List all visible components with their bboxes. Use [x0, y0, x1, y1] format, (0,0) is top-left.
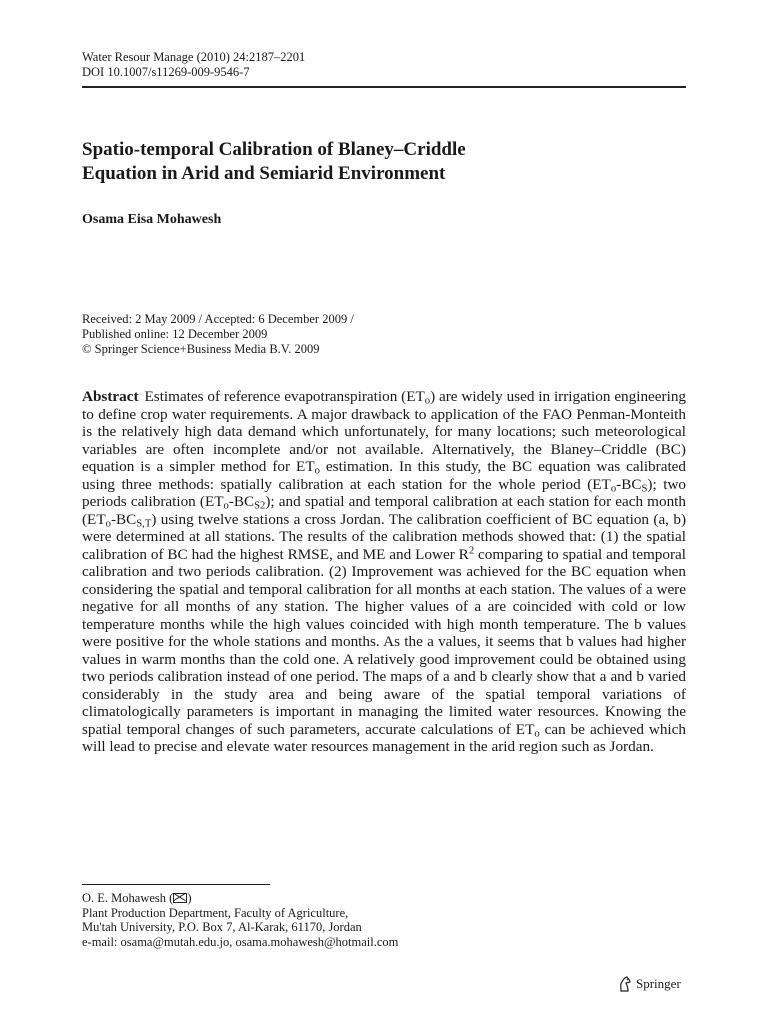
affiliation-line-2: Mu'tah University, P.O. Box 7, Al-Karak, 61170, Jordan [82, 920, 362, 935]
title-line-1: Spatio-temporal Calibration of Blaney–Criddle [82, 139, 466, 160]
abstract-text: -BC [616, 475, 642, 493]
abstract-text: Estimates of reference evapotranspiration (ET [144, 388, 425, 405]
abstract-text: estimation. In this study, the BC equation was calibrated using three methods: spatially calibration at each station for the whole period (ET [82, 458, 686, 493]
publication-dates [82, 312, 354, 358]
title-line-2: Equation in Arid and Semiarid Environment [82, 163, 446, 184]
subscript: o [534, 728, 540, 740]
email-line[interactable]: e-mail: osama@mutah.edu.jo, osama.mohawesh@hotmail.com [82, 934, 399, 949]
subscript: o [314, 465, 320, 477]
affiliation-line-1: Plant Production Department, Faculty of Agriculture, [82, 905, 349, 920]
publisher-name: Springer [636, 976, 681, 991]
subscript: o [610, 483, 617, 495]
abstract-text: -BC [110, 510, 137, 528]
envelope-icon [173, 893, 187, 903]
abstract-text: comparing to spatial and temporal calibration and two periods calibration. (2) Improvement was achieved for the BC equation when considering the spatial and temporal calibration for all months at each station. The values of a were negative for all months of any station. The higher values of a are coincided with cold or low temperature months while the high values coincided with high month temperature. The b values were positive for the whole stations and months. As the a values, it seems that b values had higher values in warm months than the cold one. A relatively good improvement could be obtained using two periods calibration instead of one period. The maps of a and b clearly show that a and b varied considerably in the study area and being aware of the spatial temporal variations of climatologically parameters is important in managing the limited water resources. Knowing the spatial temporal changes of such parameters, accurate calculations of ET [82, 545, 686, 738]
abstract-label: Abstract [82, 388, 139, 405]
publisher-logo [618, 976, 681, 992]
author-footnote [82, 891, 398, 949]
superscript: 2 [468, 545, 475, 557]
corresponding-author [82, 891, 398, 906]
journal-citation: Water Resour Manage (2010) 24:2187–2201 [82, 50, 306, 64]
abstract-text: ) are widely used in irrigation engineering to define crop water requirements. A major drawback to application of the FAO Penman-Monteith is the relatively high data demand which unfortunately, for many locations; such meteorological variables are often incomplete and/or not available. Alternatively, the Blaney–Criddle (BC) equation is a simpler method for ET [82, 388, 687, 475]
abstract-text: ) using twelve stations a cross Jordan. The calibration coefficient of BC equation (a, b) were determined at all stations. The results of the calibration methods showed that: (1) the spatial calibration of BC had the highest RMSE, and ME and Lower R [82, 510, 686, 563]
subscript: S2 [254, 500, 266, 512]
subscript: S,T [136, 518, 152, 530]
abstract-text: ); two periods calibration (ET [82, 475, 686, 510]
author-footnote-name: O. E. Mohawesh ( [82, 891, 174, 905]
header-rule [82, 86, 686, 88]
abstract-text: ); and spatial and temporal calibration at each station for each month (ET [82, 493, 686, 528]
footnote-rule [82, 884, 270, 885]
abstract [82, 388, 686, 756]
author-name: Osama Eisa Mohawesh [82, 212, 222, 227]
doi: DOI 10.1007/s11269-009-9546-7 [82, 65, 250, 79]
published-online: Published online: 12 December 2009 [82, 327, 268, 342]
journal-header [82, 50, 305, 80]
subscript: o [424, 395, 431, 407]
abstract-text: -BC [228, 493, 255, 510]
springer-horse-icon [618, 976, 632, 992]
subscript: o [223, 500, 229, 512]
subscript: o [105, 518, 111, 530]
paper-title [82, 138, 642, 186]
abstract-text: can be achieved which will lead to precise and elevate water resources management in the arid region such as Jordan. [82, 720, 686, 755]
received-accepted: Received: 2 May 2009 / Accepted: 6 December 2009 / [82, 312, 354, 326]
subscript: S [641, 483, 648, 495]
copyright: © Springer Science+Business Media B.V. 2009 [82, 342, 320, 357]
author-footnote-close: ) [187, 891, 192, 905]
